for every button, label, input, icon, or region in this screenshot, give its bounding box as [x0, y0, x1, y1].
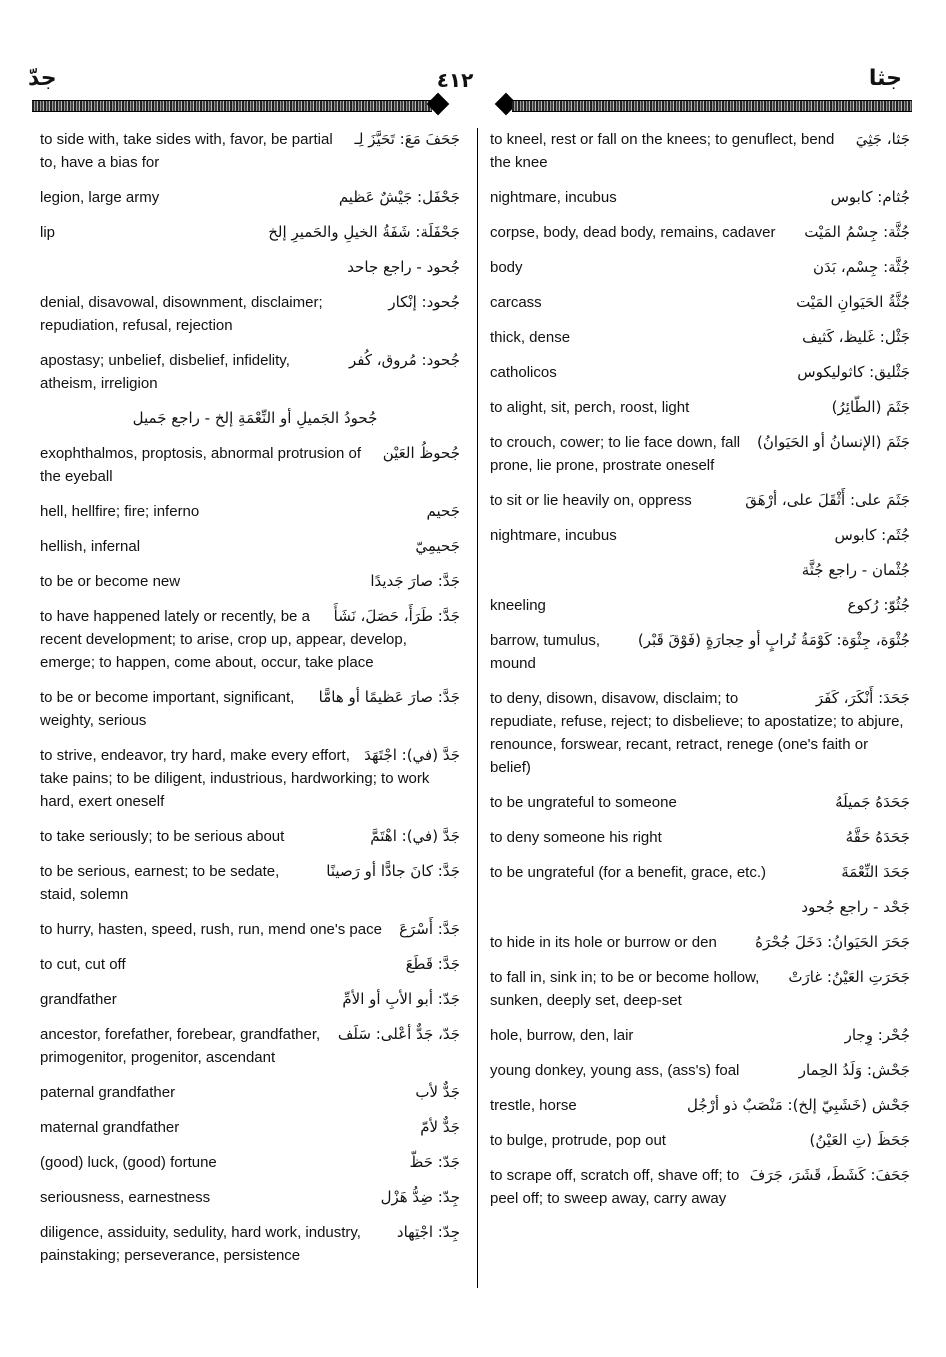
english-definition: to be ungrateful to someone: [490, 794, 677, 811]
dictionary-entry: [490, 1059, 910, 1082]
arabic-headword: جُثُوّ: رُكوع: [847, 596, 910, 614]
arabic-headword: جَثا، جَثِيَ: [855, 130, 910, 148]
arabic-headword: جَدّ: أبو الأبِ أو الأمِّ: [342, 990, 460, 1008]
dictionary-entry: [40, 256, 460, 279]
english-definition: corpse, body, dead body, remains, cadaver: [490, 224, 776, 241]
arabic-headword: جَحْد - راجع جُحود: [801, 898, 910, 916]
right-column: [490, 128, 910, 1222]
dictionary-entry: [40, 221, 460, 244]
arabic-headword: جَدَّ (في): اهْتَمَّ: [370, 827, 460, 845]
english-definition: carcass: [490, 294, 542, 311]
dictionary-entry: [490, 1129, 910, 1152]
dictionary-entry: [490, 687, 910, 779]
dictionary-entry: [490, 629, 910, 675]
dictionary-entry: [40, 1151, 460, 1174]
english-definition: to fall in, sink in; to be or become hollow, sunken, deeply set, deep-set: [490, 969, 760, 1009]
english-definition: exophthalmos, proptosis, abnormal protrusion of the eyeball: [40, 445, 362, 485]
arabic-headword: جَحْفَل: جَيْشٌ عَظيم: [338, 188, 460, 206]
arabic-headword: جُثام: كابوس: [830, 188, 910, 206]
dictionary-entry: [490, 791, 910, 814]
dictionary-entry: [490, 966, 910, 1012]
english-definition: hellish, infernal: [40, 538, 141, 555]
english-definition: to crouch, cower; to lie face down, fall prone, lie prone, prostrate oneself: [490, 434, 741, 474]
english-definition: apostasy; unbelief, disbelief, infidelity, atheism, irreligion: [40, 352, 290, 392]
dictionary-entry: [40, 442, 460, 488]
dictionary-entry: [490, 489, 910, 512]
arabic-headword: جِدّ: ضِدُّ هَزْل: [380, 1188, 460, 1206]
dictionary-entry: [490, 396, 910, 419]
arabic-headword: جَحَدَ: أَنْكَرَ، كَفَرَ: [815, 689, 910, 707]
dictionary-entry: [40, 349, 460, 395]
arabic-headword: جُثْوَة، جِثْوَة: كَوْمَةُ تُرابٍ أو حِجارَةٍ (فَوْقَ قَبْر): [637, 631, 910, 649]
dictionary-entry: [490, 256, 910, 279]
arabic-headword: جَحْفَلَة: شَفَةُ الخيلِ والحَميرِ إلخ: [268, 223, 460, 241]
dictionary-entry: [40, 128, 460, 174]
dictionary-entry: [490, 931, 910, 954]
arabic-headword: جُثَّة: جِسْمُ المَيْت: [804, 223, 910, 241]
dictionary-entry: [490, 128, 910, 174]
dictionary-entry: [40, 535, 460, 558]
dictionary-entry: [40, 570, 460, 593]
arabic-headword: جَحَفَ: كَشَطَ، قَشَرَ، جَرَفَ: [749, 1166, 910, 1184]
english-definition: to be ungrateful (for a benefit, grace, etc.): [490, 864, 766, 881]
dictionary-entry: [40, 918, 460, 941]
dictionary-entry: [490, 861, 910, 884]
dictionary-entry: [490, 221, 910, 244]
arabic-headword: جَدَّ: قَطَعَ: [405, 955, 460, 973]
english-definition: seriousness, earnestness: [40, 1189, 211, 1206]
english-definition: (good) luck, (good) fortune: [40, 1154, 217, 1171]
dictionary-entry: [490, 291, 910, 314]
english-definition: maternal grandfather: [40, 1119, 180, 1136]
dictionary-entry: [40, 953, 460, 976]
english-definition: to deny someone his right: [490, 829, 662, 846]
english-definition: catholicos: [490, 364, 557, 381]
dictionary-entry: [490, 361, 910, 384]
arabic-headword: جُحْر: وِجار: [844, 1026, 910, 1044]
arabic-headword: جَدَّ: صارَ عَظيمًا أو هامًّا: [318, 688, 460, 706]
arabic-headword: جَدٌّ لأمّ: [420, 1118, 460, 1136]
english-definition: to take seriously; to be serious about: [40, 828, 285, 845]
arabic-headword: جُثَم: كابوس: [834, 526, 910, 544]
arabic-headword: جَحيم: [426, 502, 460, 520]
arabic-headword: جُحود: إنْكار: [388, 293, 460, 311]
column-divider: [477, 128, 478, 1288]
english-definition: to scrape off, scratch off, shave off; to peel off; to sweep away, carry away: [490, 1167, 740, 1207]
english-definition: denial, disavowal, disownment, disclaimer; repudiation, refusal, rejection: [40, 294, 323, 334]
english-definition: body: [490, 259, 523, 276]
english-definition: to side with, take sides with, favor, be partial to, have a bias for: [40, 131, 333, 171]
english-definition: lip: [40, 224, 56, 241]
arabic-headword: جُثَّة: جِسْم، بَدَن: [813, 258, 910, 276]
dictionary-entry: [490, 524, 910, 547]
arabic-headword: جَدّ: حَظّ: [409, 1153, 460, 1171]
arabic-headword: جَدَّ (في): اجْتَهَدَ: [364, 746, 460, 764]
header-rule-right: [512, 100, 912, 112]
arabic-headword: جَحَدَهُ حَقَّهُ: [845, 828, 910, 846]
english-definition: grandfather: [40, 991, 117, 1008]
dictionary-entry: [40, 744, 460, 813]
arabic-headword: جُحود: مُروق، كُفر: [348, 351, 460, 369]
arabic-headword: جَحَفَ مَعَ: تَحَيَّزَ لِـ: [354, 130, 460, 148]
dictionary-entry: [490, 1024, 910, 1047]
english-definition: to bulge, protrude, pop out: [490, 1132, 666, 1149]
header-rule-left: [32, 100, 432, 112]
header-left-word: جدّ: [28, 66, 57, 91]
english-definition: to be or become important, significant, weighty, serious: [40, 689, 295, 729]
dictionary-entry: [40, 825, 460, 848]
english-definition: barrow, tumulus, mound: [490, 632, 601, 672]
english-definition: to alight, sit, perch, roost, light: [490, 399, 690, 416]
english-definition: to strive, endeavor, try hard, make every effort, take pains; to be diligent, industrious, hardworking; to work hard, exert oneself: [40, 747, 430, 810]
arabic-headword: جَدَّ: كانَ جادًّا أو رَصينًا: [326, 862, 460, 880]
english-definition: to deny, disown, disavow, disclaim; to repudiate, refuse, reject; to disbelieve; to apostatize; to abjure, renounce, forswear, recant, retract, renege (one's faith or belief): [490, 690, 904, 776]
arabic-headword: جَحْش: وَلَدُ الحِمار: [798, 1061, 910, 1079]
english-definition: to cut, cut off: [40, 956, 126, 973]
arabic-headword: جَثْليق: كاثوليكوس: [797, 363, 910, 381]
arabic-headword: جُثْمان - راجع جُثَّة: [801, 561, 910, 579]
dictionary-entry: [490, 559, 910, 582]
dictionary-entry: [40, 1221, 460, 1267]
dictionary-entry: [490, 1094, 910, 1117]
english-definition: nightmare, incubus: [490, 527, 617, 544]
english-definition: legion, large army: [40, 189, 160, 206]
arabic-headword: جُحود - راجع جاحد: [347, 258, 460, 276]
english-definition: to be or become new: [40, 573, 181, 590]
english-definition: to hide in its hole or burrow or den: [490, 934, 717, 951]
dictionary-entry: [490, 431, 910, 477]
arabic-headword: جَدَّ: طَرَأَ، حَصَلَ، نَشَأَ: [333, 607, 460, 625]
arabic-headword: جُثَّةُ الحَيَوانِ المَيْت: [796, 293, 910, 311]
arabic-headword: جَثَمَ على: أَثْقَلَ على، أرْهَقَ: [745, 491, 910, 509]
dictionary-entry: [40, 1081, 460, 1104]
dictionary-entry: [40, 1116, 460, 1139]
dictionary-entry: [490, 826, 910, 849]
english-definition: kneeling: [490, 597, 546, 614]
dictionary-entry: [40, 860, 460, 906]
english-definition: diligence, assiduity, sedulity, hard work, industry, painstaking; perseverance, persistence: [40, 1224, 361, 1264]
arabic-headword: جَحْش (خَشَبِيّ إلخ): مَنْصَبٌ ذو أرْجُل: [686, 1096, 910, 1114]
arabic-headword: جَثْل: غَليظ، كَثيف: [802, 328, 910, 346]
english-definition: to hurry, hasten, speed, rush, run, mend one's pace: [40, 921, 382, 938]
dictionary-entry: [40, 500, 460, 523]
header-right-word: جثا: [868, 66, 902, 91]
english-definition: trestle, horse: [490, 1097, 577, 1114]
arabic-headword: جَدَّ: صارَ جَديدًا: [370, 572, 460, 590]
dictionary-entry: [40, 988, 460, 1011]
left-column: [40, 128, 460, 1279]
dictionary-entry: [490, 186, 910, 209]
dictionary-entry: [40, 291, 460, 337]
dictionary-entry: [40, 1186, 460, 1209]
english-definition: to have happened lately or recently, be a recent development; to arise, crop up, appear, develop, emerge; to happen, come about, occur, take place: [40, 608, 407, 671]
arabic-headword: جِدّ: اجْتِهاد: [396, 1223, 460, 1241]
arabic-headword: جَحَرَ الحَيَوانُ: دَخَلَ جُحْرَهُ: [755, 933, 910, 951]
arabic-headword: جَحَدَ النِّعْمَةَ: [841, 863, 910, 881]
english-definition: ancestor, forefather, forebear, grandfather, primogenitor, progenitor, ascendant: [40, 1026, 321, 1066]
dictionary-entry: [40, 407, 460, 430]
english-definition: to be serious, earnest; to be sedate, staid, solemn: [40, 863, 280, 903]
dictionary-entry: [490, 594, 910, 617]
dictionary-entry: [40, 605, 460, 674]
arabic-headword: جَدٌّ لأب: [415, 1083, 460, 1101]
arabic-headword: جَثَمَ (الطّائِرُ): [831, 398, 910, 416]
arabic-headword: جُحودُ الجَميلِ أو النِّعْمَةِ إلخ - راجع جَميل: [132, 409, 378, 427]
arabic-headword: جَدَّ: أَسْرَعَ: [399, 920, 460, 938]
dictionary-entry: [40, 1023, 460, 1069]
arabic-headword: جَحَدَهُ جَميلَهُ: [835, 793, 910, 811]
arabic-headword: جَثَمَ (الإنسانُ أو الحَيَوانُ): [757, 433, 910, 451]
arabic-headword: جَحَظَ (تِ العَيْنُ): [809, 1131, 910, 1149]
arabic-headword: جَدّ، جَدٌّ أعْلى: سَلَف: [337, 1025, 460, 1043]
dictionary-entry: [40, 686, 460, 732]
english-definition: hole, burrow, den, lair: [490, 1027, 634, 1044]
arabic-headword: جَحَرَتِ العَيْنُ: غارَتْ: [788, 968, 910, 986]
english-definition: to kneel, rest or fall on the knees; to genuflect, bend the knee: [490, 131, 835, 171]
english-definition: thick, dense: [490, 329, 571, 346]
english-definition: hell, hellfire; fire; inferno: [40, 503, 200, 520]
arabic-headword: جَحيمِيّ: [415, 537, 460, 555]
english-definition: to sit or lie heavily on, oppress: [490, 492, 692, 509]
dictionary-entry: [490, 326, 910, 349]
dictionary-entry: [490, 896, 910, 919]
dictionary-entry: [40, 186, 460, 209]
english-definition: young donkey, young ass, (ass's) foal: [490, 1062, 740, 1079]
page-number: ٤١٢: [436, 68, 474, 92]
english-definition: nightmare, incubus: [490, 189, 617, 206]
arabic-headword: جُحوظُ العَيْن: [382, 444, 460, 462]
english-definition: paternal grandfather: [40, 1084, 176, 1101]
dictionary-entry: [490, 1164, 910, 1210]
